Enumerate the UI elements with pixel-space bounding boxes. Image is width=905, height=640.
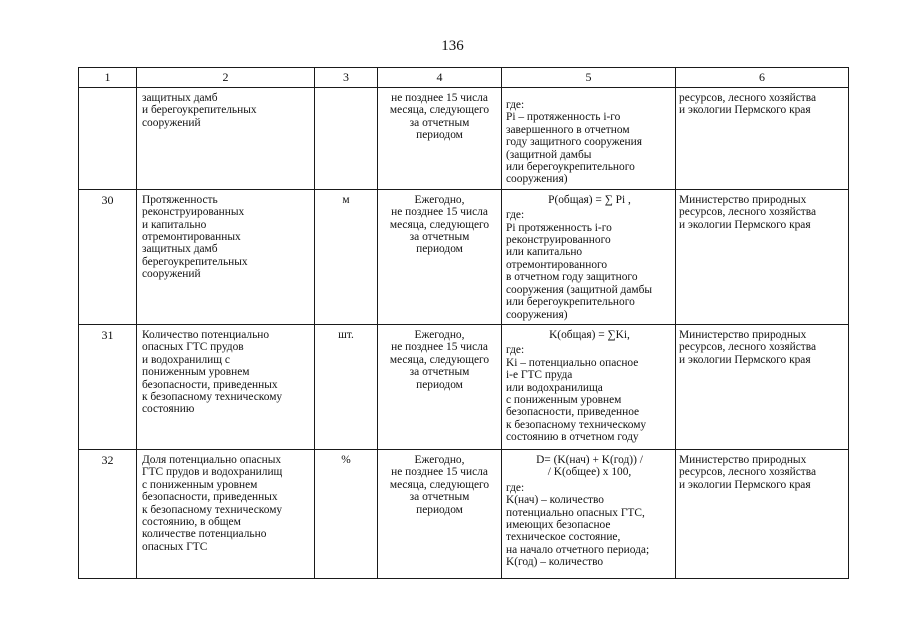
period-cell: [378, 88, 502, 190]
page-number: 136: [441, 38, 464, 54]
indicator-name: Протяженность реконструированных и капитально отремонтированных защитных дамб берегоукрепительных сооружений: [142, 193, 248, 281]
unit-cell: [315, 324, 378, 449]
unit-cell: [315, 449, 378, 578]
responsible-cell: [676, 88, 849, 190]
responsible-cell: [676, 189, 849, 324]
period-cell: [378, 449, 502, 578]
unit-cell: [315, 88, 378, 190]
calculation-method: где: K(нач) – количество потенциально опасных ГТС, имеющих безопасное техническое состояние, на начало отчетного периода; K(год) – количество: [506, 481, 650, 569]
table-row: [79, 88, 849, 190]
reporting-period: Ежегодно, не позднее 15 числа месяца, следующего за отчетным периодом: [389, 453, 490, 516]
row-number: 31: [101, 327, 114, 342]
table-row: [79, 324, 849, 449]
calculation-method: где: Ki – потенциально опасное i-е ГТС пруда или водохранилища с пониженным уровнем безопасности, приведенное к безопасному техническому состоянию в отчетном году: [506, 344, 647, 444]
reporting-period: Ежегодно, не позднее 15 числа месяца, следующего за отчетным периодом: [389, 193, 490, 256]
calculation-method: где: Pi – протяженность i-го завершенного в отчетном году защитного сооружения (защитной дамбы или берегоукрепительного сооружения): [506, 99, 642, 186]
header-cell: 1: [79, 68, 137, 88]
indicator-cell: [137, 324, 315, 449]
row-number-cell: [79, 88, 137, 190]
responsible-cell: [676, 449, 849, 578]
formula: D= (K(нач) + K(год)) / / K(общее) x 100,: [536, 453, 643, 479]
method-cell: [502, 189, 676, 324]
indicator-name: Доля потенциально опасных ГТС прудов и водохранилищ с пониженным уровнем безопасности, приведенных к безопасному техническому состоянию, в общем количестве потенциально опасных ГТС: [142, 453, 283, 553]
row-number-cell: [79, 324, 137, 449]
row-number-cell: [79, 449, 137, 578]
row-number: [79, 88, 136, 92]
indicator-name: защитных дамб и берегоукрепительных сооружений: [142, 92, 257, 129]
formula: K(общая) = ∑Ki,: [549, 328, 630, 341]
unit: %: [341, 453, 351, 466]
indicator-cell: [137, 189, 315, 324]
indicator-name: Количество потенциально опасных ГТС прудов и водохранилищ с пониженным уровнем безопасности, приведенных к безопасному техническому состоянию: [142, 328, 283, 416]
reporting-period: не позднее 15 числа месяца, следующего за отчетным периодом: [389, 92, 490, 142]
indicator-cell: [137, 88, 315, 190]
header-cell: 6: [676, 68, 849, 88]
table-row: [79, 189, 849, 324]
method-cell: [502, 324, 676, 449]
header-cell: 2: [137, 68, 315, 88]
header-cell: 5: [502, 68, 676, 88]
row-number: 30: [101, 192, 114, 207]
indicator-cell: [137, 449, 315, 578]
indicators-table: [78, 67, 849, 579]
responsible-body: Министерство природных ресурсов, лесного хозяйства и экологии Пермского края: [679, 328, 817, 366]
calculation-method: где: Pi протяженность i-го реконструированного или капитально отремонтированного в отчетном году защитного сооружения (защитной дамбы или берегоукрепительного сооружения): [506, 209, 653, 321]
unit: м: [342, 193, 350, 206]
responsible-body: Министерство природных ресурсов, лесного хозяйства и экологии Пермского края: [679, 193, 817, 231]
unit: шт.: [338, 328, 354, 341]
method-cell: [502, 88, 676, 190]
formula: P(общая) = ∑ Pi ,: [548, 193, 631, 206]
method-cell: [502, 449, 676, 578]
responsible-cell: [676, 324, 849, 449]
responsible-body: Министерство природных ресурсов, лесного хозяйства и экологии Пермского края: [679, 453, 817, 491]
table-row: [79, 449, 849, 578]
row-number-cell: [79, 189, 137, 324]
formula: [502, 88, 675, 95]
unit-cell: [315, 189, 378, 324]
period-cell: [378, 189, 502, 324]
header-row: [79, 68, 849, 88]
header-cell: 4: [378, 68, 502, 88]
row-number: 32: [101, 452, 114, 467]
reporting-period: Ежегодно, не позднее 15 числа месяца, следующего за отчетным периодом: [389, 328, 490, 391]
responsible-body: ресурсов, лесного хозяйства и экологии Пермского края: [679, 92, 817, 117]
header-cell: 3: [315, 68, 378, 88]
period-cell: [378, 324, 502, 449]
unit: [315, 88, 377, 92]
